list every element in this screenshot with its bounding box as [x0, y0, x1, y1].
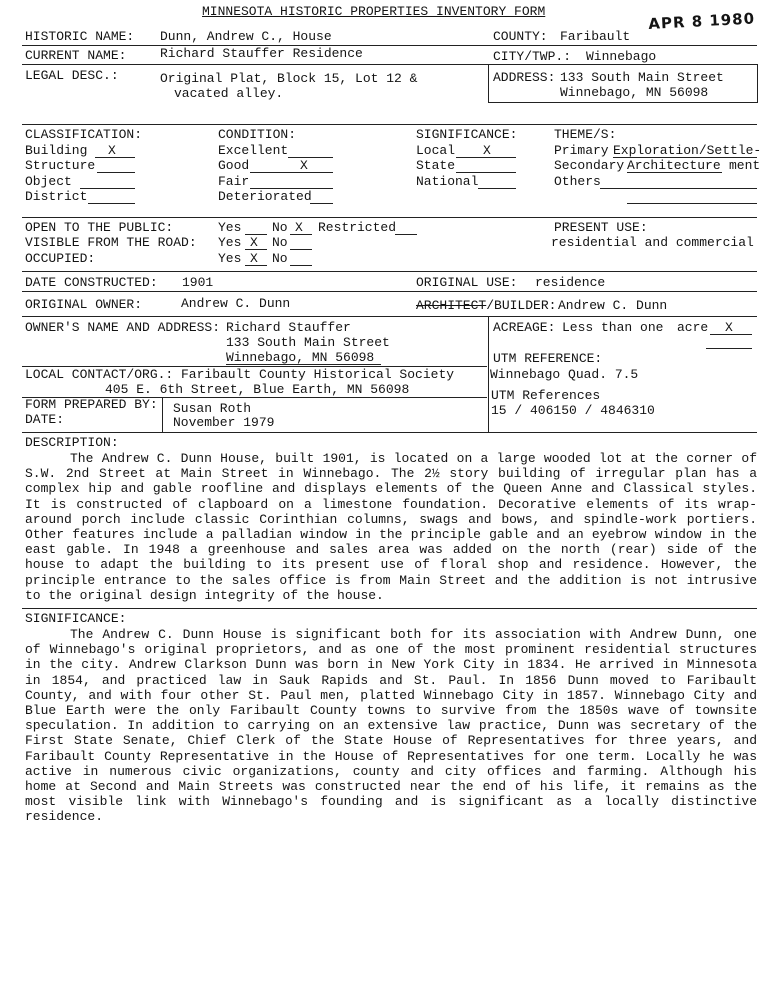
- theme-primary-continued: ment: [729, 158, 761, 173]
- occupied-yes-label: Yes: [218, 251, 242, 266]
- open-yes-label: Yes: [218, 220, 242, 235]
- local-label: Local: [416, 143, 456, 158]
- state-label: State: [416, 158, 456, 173]
- theme-primary-value: Exploration/Settle-: [613, 143, 762, 158]
- occupied-yes-mark: X: [250, 251, 258, 266]
- divider: [22, 316, 757, 317]
- theme-label: THEME/S:: [554, 127, 617, 142]
- original-use-label: ORIGINAL USE:: [416, 275, 518, 290]
- theme-others-label: Others: [554, 174, 601, 189]
- divider: [488, 316, 489, 432]
- divider: [22, 124, 757, 125]
- prepared-date-label: DATE:: [25, 412, 65, 427]
- divider: [22, 217, 757, 218]
- address-line1: 133 South Main Street: [560, 70, 724, 85]
- owner-label: OWNER'S NAME AND ADDRESS:: [25, 320, 221, 335]
- city-label: CITY/TWP.:: [493, 49, 572, 64]
- county-value: Faribault: [560, 29, 631, 44]
- significance-label: SIGNIFICANCE:: [25, 611, 127, 626]
- original-owner-label: ORIGINAL OWNER:: [25, 297, 143, 312]
- visible-yes-label: Yes: [218, 235, 242, 250]
- utm-references-label: UTM References: [491, 388, 601, 403]
- historic-name-value: Dunn, Andrew C., House: [160, 29, 332, 44]
- acreage-blank-2: [706, 348, 752, 349]
- owner-line3: Winnebago, MN 56098: [226, 350, 375, 365]
- occupied-no-label: No: [272, 251, 288, 266]
- building-label: Building: [25, 143, 88, 158]
- architect-struck-label: ARCHITECT: [416, 298, 487, 313]
- visible-no-label: No: [272, 235, 288, 250]
- district-blank: [88, 203, 135, 204]
- acreage-mark: X: [725, 320, 733, 335]
- open-restricted-label: Restricted: [318, 220, 397, 235]
- theme-secondary-label: Secondary: [554, 158, 625, 173]
- prepared-by-value: Susan Roth: [173, 401, 252, 416]
- current-name-label: CURRENT NAME:: [25, 48, 127, 63]
- visible-yes-mark: X: [250, 235, 258, 250]
- description-paragraph: The Andrew C. Dunn House, built 1901, is located on a large wooded lot at the corner of S.W. 2nd Street at Main Street in Winnebago. The 2½ story building of irregular plan has a complex hip and gable roofline and displays elements of the Queen Anne and Classical styles. It is constructed of clapboard on a limestone foundation. Decorative elements of its wrap-around porch include classic Corinthian columns, swags and bows, and spindle-work portiers. Other features include a palladian window in the principle gable and an eyebrow window in the east gable. In 1948 a greenhouse and sales area was added on the north (rear) side of the house to adapt the building to its present use of floral shop and residence. However, the principle entrance to the sales office is from Main Street and the addition is not intrusive to the original design integrity of the house.: [25, 451, 757, 603]
- owner-line1: Richard Stauffer: [226, 320, 351, 335]
- significance-level-label: SIGNIFICANCE:: [416, 127, 518, 142]
- divider: [22, 45, 757, 46]
- acreage-label: ACREAGE:: [493, 320, 556, 335]
- divider: [22, 432, 757, 433]
- current-name-value: Richard Stauffer Residence: [160, 46, 363, 61]
- county-label: COUNTY:: [493, 29, 548, 44]
- national-blank: [478, 188, 516, 189]
- occupied-no-blank: [290, 265, 312, 266]
- object-label: Object: [25, 174, 72, 189]
- description-label: DESCRIPTION:: [25, 435, 119, 450]
- condition-label: CONDITION:: [218, 127, 297, 142]
- visible-from-road-label: VISIBLE FROM THE ROAD:: [25, 235, 197, 250]
- theme-secondary-blank: [627, 172, 722, 173]
- fair-label: Fair: [218, 174, 250, 189]
- architect-builder-value: Andrew C. Dunn: [558, 298, 668, 313]
- occupied-label: OCCUPIED:: [25, 251, 96, 266]
- city-value: Winnebago: [586, 49, 657, 64]
- date-constructed-label: DATE CONSTRUCTED:: [25, 275, 158, 290]
- local-contact-org: Faribault County Historical Society: [181, 367, 455, 382]
- owner-address-underline: [226, 364, 381, 365]
- original-use-value: residence: [535, 275, 606, 290]
- description-text: [25, 451, 757, 603]
- legal-desc-line2: vacated alley.: [174, 86, 284, 101]
- structure-blank: [97, 172, 135, 173]
- prepared-by-label: FORM PREPARED BY:: [25, 397, 158, 412]
- divider: [22, 608, 757, 609]
- visible-no-blank: [290, 249, 312, 250]
- acreage-value: Less than one: [562, 320, 664, 335]
- local-contact-address: 405 E. 6th Street, Blue Earth, MN 56098: [105, 382, 410, 397]
- date-constructed-value: 1901: [182, 275, 214, 290]
- excellent-blank: [288, 157, 333, 158]
- received-date-stamp: APR 8 1980: [647, 9, 756, 33]
- form-title: MINNESOTA HISTORIC PROPERTIES INVENTORY FORM: [202, 4, 546, 19]
- divider: [22, 291, 757, 292]
- utm-references-value: 15 / 406150 / 4846310: [491, 403, 655, 418]
- divider: [757, 64, 758, 103]
- theme-primary-label: Primary: [554, 143, 609, 158]
- address-line2: Winnebago, MN 56098: [560, 85, 709, 100]
- architect-builder-label: [416, 298, 556, 313]
- utm-reference-label: UTM REFERENCE:: [493, 351, 603, 366]
- deteriorated-blank: [310, 203, 333, 204]
- local-contact-label: LOCAL CONTACT/ORG.:: [25, 367, 174, 382]
- original-owner-value: Andrew C. Dunn: [181, 296, 291, 311]
- divider: [162, 397, 163, 432]
- divider: [488, 102, 758, 103]
- historic-name-label: HISTORIC NAME:: [25, 29, 135, 44]
- builder-label: /BUILDER:: [486, 298, 557, 313]
- structure-label: Structure: [25, 158, 96, 173]
- significance-text: [25, 627, 757, 825]
- acreage-unit: acre: [677, 320, 709, 335]
- owner-line2: 133 South Main Street: [226, 335, 390, 350]
- object-blank: [80, 188, 135, 189]
- excellent-label: Excellent: [218, 143, 289, 158]
- deteriorated-label: Deteriorated: [218, 189, 312, 204]
- divider: [488, 64, 489, 103]
- open-to-public-label: OPEN TO THE PUBLIC:: [25, 220, 174, 235]
- good-label: Good: [218, 158, 250, 173]
- classification-label: CLASSIFICATION:: [25, 127, 143, 142]
- local-mark: X: [483, 143, 491, 158]
- legal-desc-line1: Original Plat, Block 15, Lot 12 &: [160, 71, 418, 86]
- address-label: ADDRESS:: [493, 70, 556, 85]
- present-use-label: PRESENT USE:: [554, 220, 648, 235]
- utm-quad: Winnebago Quad. 7.5: [490, 367, 639, 382]
- legal-desc-label: LEGAL DESC.:: [25, 68, 119, 83]
- district-label: District: [25, 189, 88, 204]
- theme-others-blank-2: [627, 203, 757, 204]
- prepared-date-value: November 1979: [173, 415, 275, 430]
- open-no-label: No: [272, 220, 288, 235]
- national-label: National: [416, 174, 479, 189]
- building-mark: X: [108, 143, 116, 158]
- significance-paragraph: The Andrew C. Dunn House is significant both for its association with Andrew Dunn, one of Winnebago's original proprietors, and as one of the most prominent residential structures in the city. Andrew Clarkson Dunn was born in New York City in 1834. He arrived in Minnesota in 1854, and practiced law in Sauk Rapids and St. Paul. In 1856 Dunn moved to Faribault County, and with four other St. Paul men, platted Winnebago City in 1857. Winnebago City and Blue Earth were the only Faribault County towns to survive from the 1850s wave of townsite speculation. In addition to carrying on an extensive law practice, Dunn was secretary of the First State Senate, Chief Clerk of the State House of Representatives for three years, and Faribault County Representative in the House of Representatives for one term. Locally he was active in numerous civic organizations, county and city offices and farming. Although his home at Second and Main Streets was constructed near the end of his life, it remains as the most visible link with Winnebago's founding and is significant as a locally distinctive residence.: [25, 627, 757, 825]
- open-no-mark: X: [295, 220, 303, 235]
- good-mark: X: [300, 158, 308, 173]
- theme-others-blank: [600, 188, 757, 189]
- state-blank: [456, 172, 516, 173]
- good-blank: [250, 172, 333, 173]
- divider: [22, 64, 757, 65]
- theme-secondary-value: Architecture: [627, 158, 721, 173]
- open-restricted-blank: [395, 234, 417, 235]
- divider: [22, 271, 757, 272]
- present-use-value: residential and commercial: [551, 235, 754, 250]
